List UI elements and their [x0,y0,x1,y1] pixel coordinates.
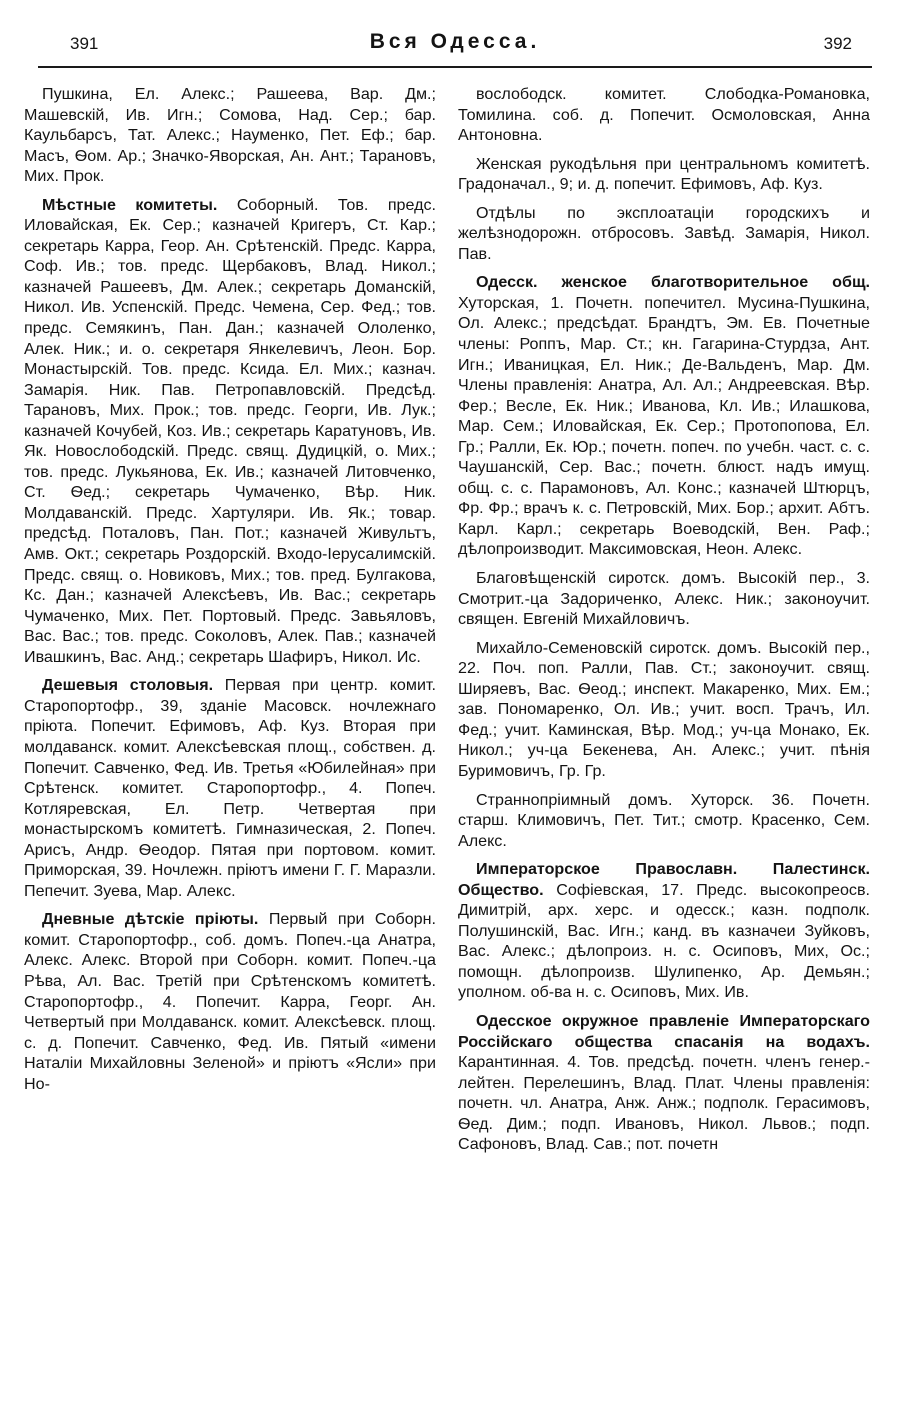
entry-text: Карантинная. 4. Тов. предсѣд. почетн. членъ генер.-лейтен. Перелешинъ, Влад. Плат. Члены правленія: почетн. чл. Анатра, Анж. Анж.; подполк. Герасимовъ, Ѳед. Дим.; подп. Ивановъ, Никол. Львов.; подп. Сафоновъ, Влад. Сав.; пот. почетн [458,1053,870,1154]
directory-entry [458,638,870,782]
entry-text: Первый при Соборн. комит. Старопортофр., соб. домъ. Попеч.-ца Анатра, Алекс. Алекс. Второй при Соборн. комит. Попеч.-ца Рѣва, Ал. Вас. Третій при Срѣтенскомъ комитетѣ. Старопортофр., 4. Попечит. Карра, Георг. Ан. Четвертый при Молдаванск. комит. Алексѣевск. площ. с. д. Попечит. Савченко, Фед. Ив. Пятый «имени Наталіи Михайловны Зеленой» и пріютъ «Ясли» при Но- [24,910,436,1093]
entry-text: Первая при центр. комит. Старопортофр., 39, зданіе Масовск. ночлежнаго пріюта. Попечит. Ефимовъ, Аф. Куз. Вторая при молдаванск. комит. Алексѣевская площ., собствен. д. Попечит. Савченко, Фед. Ив. Третья «Юбилейная» при Срѣтенск. комитет. Старопортофр., 4. Попеч. Котляревская, Ел. Петр. Четвертая при монастырскомъ комитетѣ. Гимназическая, 2. Попеч. Арисъ, Андр. Ѳеодор. Пятая при портовом. комит. Приморская, 39. Ночлежн. пріютъ имени Г. Г. Маразли. Пепечит. Зуева, Мар. Алекс. [24,676,436,900]
entry-text: Соборный. Тов. предс. Иловайская, Ек. Сер.; казначей Кригеръ, Ст. Кар.; секретарь Карра, Геор. Ан. Срѣтенскій. Предс. Карра, Соф. Ив.; тов. предс. Щербаковъ, Влад. Никол.; казначей Рашеевъ, Дм. Алек.; секретарь Доманскій, Никол. Ив. Успенскій. Предс. Чемена, Сер. Фед.; тов. предс. Семякинъ, Пан. Дан.; казначей Ололенко, Алек. Ник.; и. о. секретаря Янкелевичъ, Леон. Бор. Монастырскій. Тов. предс. Ксида. Ел. Мих.; казнач. Замарія. Ник. Пав. Петропавловскій. Предсѣд. Тарановъ, Мих. Прок.; тов. предс. Георги, Ив. Лук.; казначей Кочубей, Коз. Ив.; секретарь Каратуновъ, Ив. Як. Новослободскій. Предс. свящ. Дудицкій, о. Мих.; тов. предс. Лукьянова, Ек. Ив.; казначей Литовченко, Ст. Ѳед.; секретарь Чумаченко, Вѣр. Ник. Молдаванскій. Предс. Хартуляри. Ив. Як.; товар. предсѣд. Поталовъ, Пан. Пот.; казначей Живультъ, Амв. Окт.; секретарь Роздорскій. Входо-Іерусалимскій. Предс. свящ. о. Новиковъ, Мих.; тов. пред. Булгакова, Кс. Дан.; казначей Алексѣевъ, Ив. Вас.; секретарь Чумаченко, Мих. Пет. Портовый. Предс. Завьяловъ, Вас. Вас.; тов. предс. Соколовъ, Алек. Пав.; казначей Ивашкинъ, Вас. Анд.; секретарь Шафиръ, Никол. Ис. [24,195,436,666]
directory-entry [458,790,870,852]
entry-text: вослободск. комитет. Слободка-Романовка, Томилина. соб. д. Попечит. Осмоловская, Анна Антоновна. [458,85,870,145]
page-header [38,22,872,68]
entry-text: Отдѣлы по эксплоатаціи городскихъ и желѣзнодорожн. отбросовъ. Завѣд. Замарія, Никол. Пав. [458,203,870,263]
entry-heading: Дневные дѣтскіе пріюты. [42,910,259,929]
entry-text: Михайло-Семеновскій сиротск. домъ. Высокій пер., 22. Поч. поп. Ралли, Пав. Ст.; законоучит. свящ. Ширяевъ, Вас. Ѳеод.; инспект. Макаренко, Мих. Ем.; зав. Пономаренко, Ол. Ив.; учит. восп. Трачъ, Ил. Фед.; учит. Каминская, Вѣр. Мод.; уч-ца Монако, Ек. Никол.; уч-ца Бекенева, Ан. Алекс.; учит. пѣнія Буримовичъ, Гр. Гр. [458,638,870,780]
directory-entry [458,568,870,630]
directory-entry [24,675,436,901]
entry-text: Страннопріимный домъ. Хуторск. 36. Почетн. старш. Климовичъ, Пет. Тит.; смотр. Красенко, Сем. Алекс. [458,790,870,850]
directory-entry [24,195,436,668]
left-column [24,84,436,1102]
directory-entry [24,84,436,187]
entry-heading: Мѣстные комитеты. [42,195,218,214]
entry-heading: Императорское Православн. Палестинск. Общество. [458,860,870,899]
entry-text: Хуторская, 1. Почетн. попечител. Мусина-Пушкина, Ол. Алекс.; предсѣдат. Брандтъ, Эм. Ев. Почетные члены: Роппъ, Мар. Ст.; кн. Гагарина-Стурдза, Ант. Игн.; Иваницкая, Ел. Ник.; Де-Вальденъ, Мар. Дм. Члены правленія: Анатра, Ал. Ал.; Андреевская. Вѣр. Фер.; Весле, Ек. Ник.; Иванова, Кл. Ив.; Илашкова, Мар. Сем.; Иловайская, Ек. Сер.; Протопопова, Ел. Гр.; Ралли, Ек. Юр.; почетн. попеч. по учебн. част. с. с. Чаушанскій, Сер. Вас.; почетн. блюст. надъ имущ. общ. с. с. Парамоновъ, Ал. Конс.; казначей Штюрцъ, Фр. Фр.; врачъ к. с. Петровскій, Мих. Бор.; архит. Абтъ. Карл. Карл.; секретарь Воеводскій, Вен. Раф.; дѣлопроизводит. Максимовская, Неон. Алекс. [458,293,870,559]
entry-text: Пушкина, Ел. Алекс.; Рашеева, Вар. Дм.; Машевскій, Ив. Игн.; Сомова, Над. Сер.; бар. Каульбарсъ, Тат. Алекс.; Науменко, Пет. Еф.; бар. Масъ, Ѳом. Ар.; Значко-Яворская, Ан. Ант.; Тарановъ, Мих. Прок. [24,85,436,186]
entry-heading: Дешевыя столовыя. [42,676,214,695]
entry-heading: Одесск. женское благотворительное общ. [476,273,870,292]
directory-entry [458,203,870,265]
page-number-right: 392 [823,34,852,53]
entry-text: Софіевская, 17. Предс. высокопреосв. Димитрій, арх. херс. и одесск.; казн. подполк. Полушинскій, Вас. Игн.; канд. въ казначеи Зуйковъ, Вас. Алекс.; дѣлопроиз. н. с. Осиповъ, Мих, Ос.; помощн. дѣлопроизв. Шулипенко, Ар. Демьян.; уполном. об-ва н. с. Осиповъ, Мих. Ив. [458,880,870,1002]
entry-text: Благовѣщенскій сиротск. домъ. Высокій пер., 3. Смотрит.-ца Задориченко, Алекс. Ник.; законоучит. священ. Евгеній Михайловичъ. [458,569,870,629]
directory-entry [458,154,870,195]
entry-text: Женская рукодѣльня при центральномъ комитетѣ. Градоначал., 9; и. д. попечит. Ефимовъ, Аф. Куз. [458,154,870,194]
entry-heading: Одесское окружное правленіе Императорскаго Россійскаго общества спасанія на водахъ. [458,1011,870,1051]
right-column [458,84,870,1163]
directory-entry [458,272,870,560]
directory-entry [458,859,870,1003]
directory-entry [24,909,436,1094]
page-number-left: 391 [70,34,99,53]
directory-entry [458,84,870,146]
running-title: Вся Одесса. [369,30,541,53]
directory-entry [458,1011,870,1155]
